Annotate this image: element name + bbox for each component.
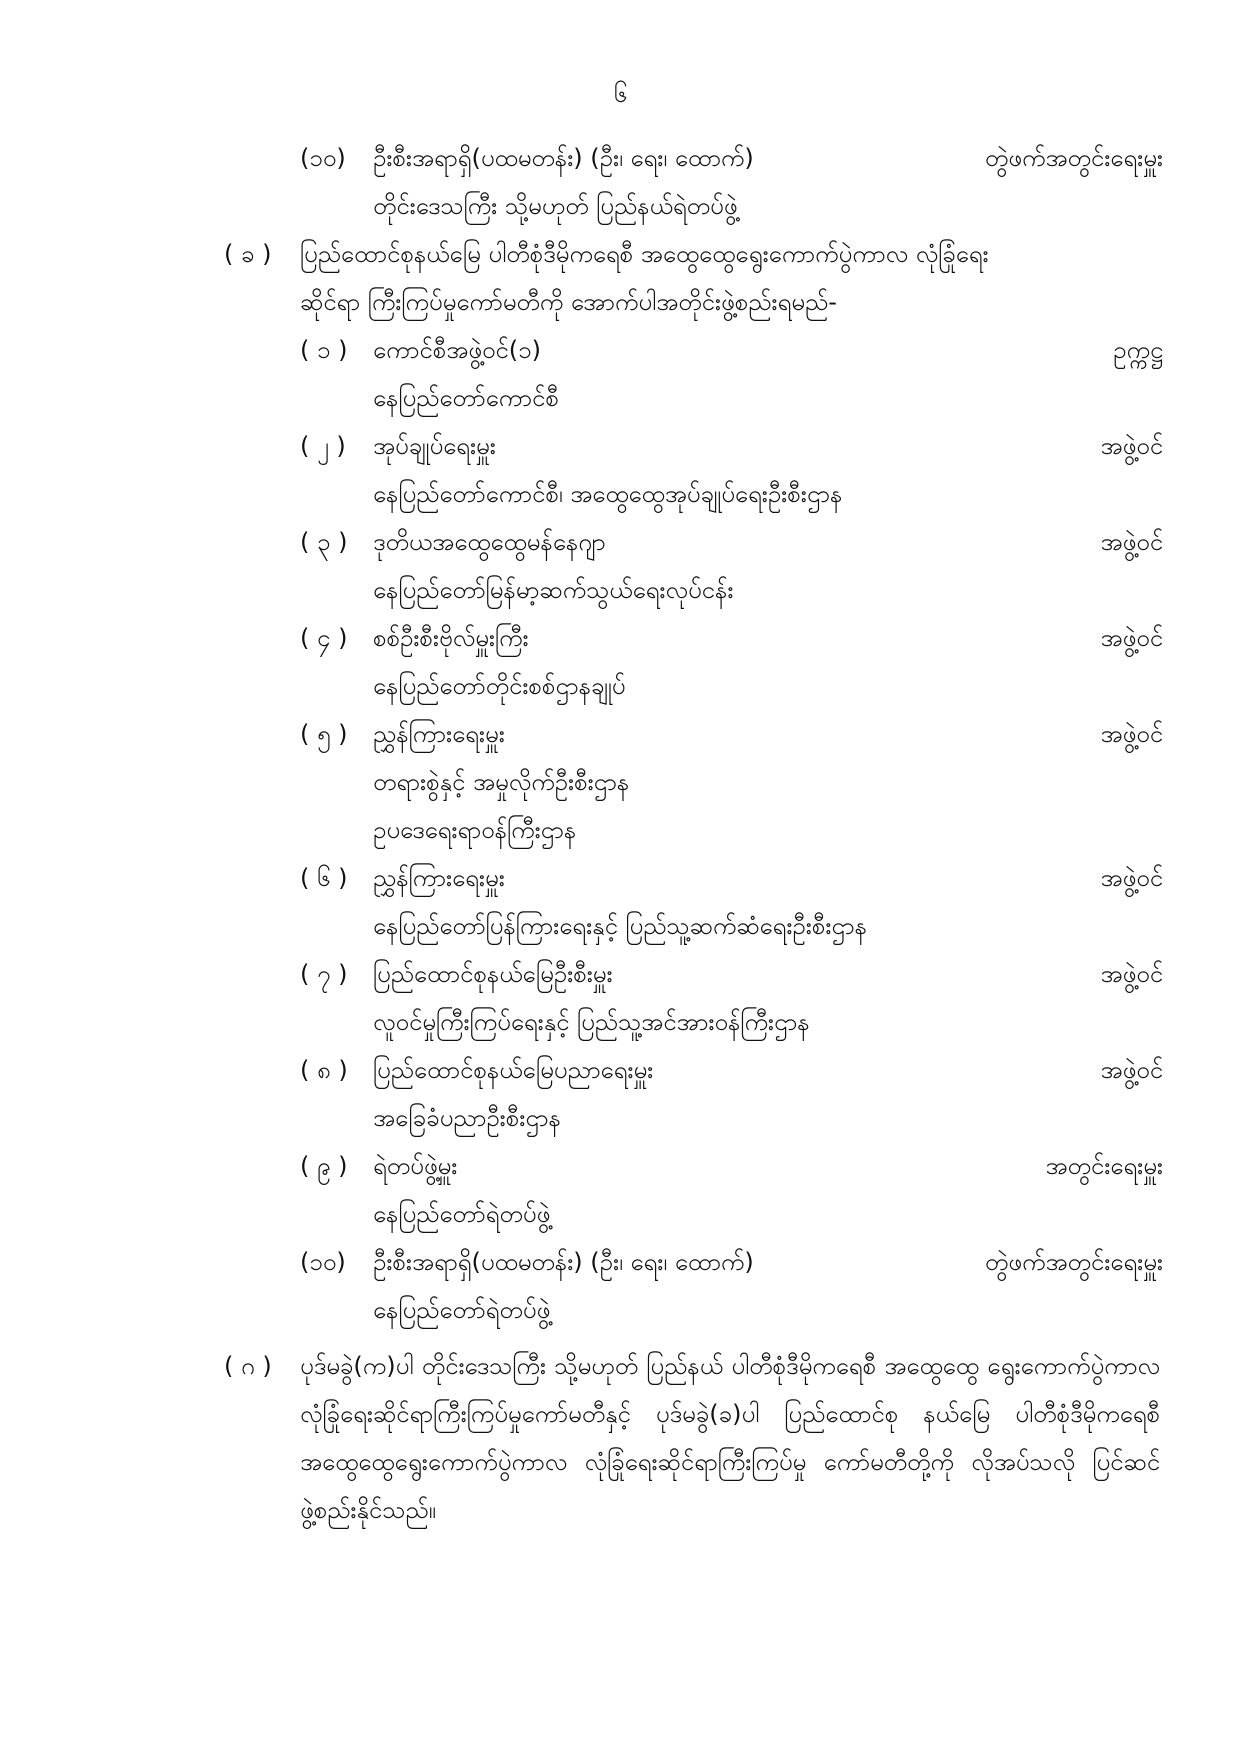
- member-number: (၁၀): [300, 1248, 346, 1276]
- item-title: ဦးစီးအရာရှိ(ပထမတန်း) (ဦး၊ ရေး၊ ထောက်): [373, 144, 754, 172]
- member-subtitle: နေပြည်တော်ရဲတပ်ဖွဲ့: [373, 1296, 551, 1324]
- member-title: အုပ်ချုပ်ရေးမှူး: [373, 432, 496, 460]
- section-line-1: ပြည်ထောင်စုနယ်မြေ ပါတီစုံဒီမိုကရေစီ အထွေထွေရွေးကောက်ပွဲကာလ လုံခြုံရေး: [300, 240, 989, 268]
- member-role: အဖွဲ့ဝင်: [1100, 528, 1163, 556]
- member-number: ( ၆ ): [300, 864, 348, 892]
- section-line-2: ဆိုင်ရာ ကြီးကြပ်မှုကော်မတီကို အောက်ပါအတိုင်းဖွဲ့စည်းရမည်-: [300, 288, 837, 316]
- section-number: ( ဂ ): [224, 1352, 272, 1380]
- page-number: ၆: [613, 80, 628, 108]
- member-number: ( ၂ ): [300, 432, 346, 460]
- member-subtitle: ဥပဒေရေးရာဝန်ကြီးဌာန: [373, 816, 577, 844]
- section-paragraph: ပုဒ်မခွဲ(က)ပါ တိုင်းဒေသကြီး သို့မဟုတ် ပြည်နယ် ပါတီစုံဒီမိုကရေစီ အထွေထွေ ရွေးကောက်ပွဲကာလ လုံခြုံရေးဆိုင်ရာကြီးကြပ်မှုကော်မတီနှင့် ပုဒ်မခွဲ(ခ)ပါ ပြည်ထောင်စု နယ်မြေ ပါတီစုံဒီမိုကရေစီ အထွေထွေရွေးကောက်ပွဲကာလ လုံခြုံရေးဆိုင်ရာကြီးကြပ်မှု ကော်မတီတို့ကို လိုအပ်သလို ပြင်ဆင်ဖွဲ့စည်းနိုင်သည်။: [300, 1352, 1160, 1524]
- member-subtitle: နေပြည်တော်မြန်မာ့ဆက်သွယ်ရေးလုပ်ငန်း: [373, 576, 734, 604]
- member-number: ( ၁ ): [300, 336, 348, 364]
- member-role: အဖွဲ့ဝင်: [1100, 864, 1163, 892]
- member-subtitle: နေပြည်တော်ရဲတပ်ဖွဲ့: [373, 1200, 551, 1228]
- member-title: စစ်ဦးစီးဗိုလ်မှူးကြီး: [373, 624, 529, 652]
- member-title: ဦးစီးအရာရှိ(ပထမတန်း) (ဦး၊ ရေး၊ ထောက်): [373, 1248, 754, 1276]
- member-number: ( ၉ ): [300, 1152, 348, 1180]
- member-title: ရဲတပ်ဖွဲ့မှူး: [373, 1152, 458, 1180]
- member-title: ကောင်စီအဖွဲ့ဝင်(၁): [373, 336, 541, 364]
- member-subtitle: နေပြည်တော်တိုင်းစစ်ဌာနချုပ်: [373, 672, 626, 700]
- member-role: အဖွဲ့ဝင်: [1100, 624, 1163, 652]
- member-subtitle: နေပြည်တော်ပြန်ကြားရေးနှင့် ပြည်သူ့ဆက်ဆံရေးဦးစီးဌာန: [373, 912, 868, 940]
- member-title: ပြည်ထောင်စုနယ်မြေဦးစီးမှူး: [373, 960, 613, 988]
- member-subtitle: တရားစွဲနှင့် အမှုလိုက်ဦးစီးဌာန: [373, 768, 630, 796]
- member-title: ပြည်ထောင်စုနယ်မြေပညာရေးမှူး: [373, 1056, 654, 1084]
- member-role: အဖွဲ့ဝင်: [1100, 960, 1163, 988]
- member-subtitle: အခြေခံပညာဦးစီးဌာန: [373, 1104, 561, 1132]
- member-subtitle: နေပြည်တော်ကောင်စီ: [373, 384, 559, 412]
- member-role: တွဲဖက်အတွင်းရေးမှူး: [984, 1248, 1163, 1276]
- member-number: ( ၅ ): [300, 720, 348, 748]
- item-number: (၁၀): [300, 144, 346, 172]
- section-number: ( ခ ): [224, 240, 272, 268]
- member-role: အဖွဲ့ဝင်: [1100, 720, 1163, 748]
- item-subtitle: တိုင်းဒေသကြီး သို့မဟုတ် ပြည်နယ်ရဲတပ်ဖွဲ့: [373, 192, 738, 220]
- member-number: ( ၃ ): [300, 528, 348, 556]
- member-role: ဥက္ကဋ္ဌ: [1113, 336, 1163, 364]
- member-title: ဒုတိယအထွေထွေမန်နေဂျာ: [373, 528, 606, 556]
- member-number: ( ၄ ): [300, 624, 348, 652]
- member-role: အဖွဲ့ဝင်: [1100, 432, 1163, 460]
- member-number: ( ၈ ): [300, 1056, 348, 1084]
- member-number: ( ၇ ): [300, 960, 348, 988]
- member-title: ညွှန်ကြားရေးမှူး: [373, 720, 505, 748]
- member-subtitle: နေပြည်တော်ကောင်စီ၊ အထွေထွေအုပ်ချုပ်ရေးဦးစီးဌာန: [373, 480, 843, 508]
- member-role: အတွင်းရေးမှူး: [1045, 1152, 1163, 1180]
- member-subtitle: လူဝင်မှုကြီးကြပ်ရေးနှင့် ပြည်သူ့အင်အားဝန်ကြီးဌာန: [373, 1008, 810, 1036]
- member-title: ညွှန်ကြားရေးမှူး: [373, 864, 505, 892]
- item-role: တွဲဖက်အတွင်းရေးမှူး: [984, 144, 1163, 172]
- member-role: အဖွဲ့ဝင်: [1100, 1056, 1163, 1084]
